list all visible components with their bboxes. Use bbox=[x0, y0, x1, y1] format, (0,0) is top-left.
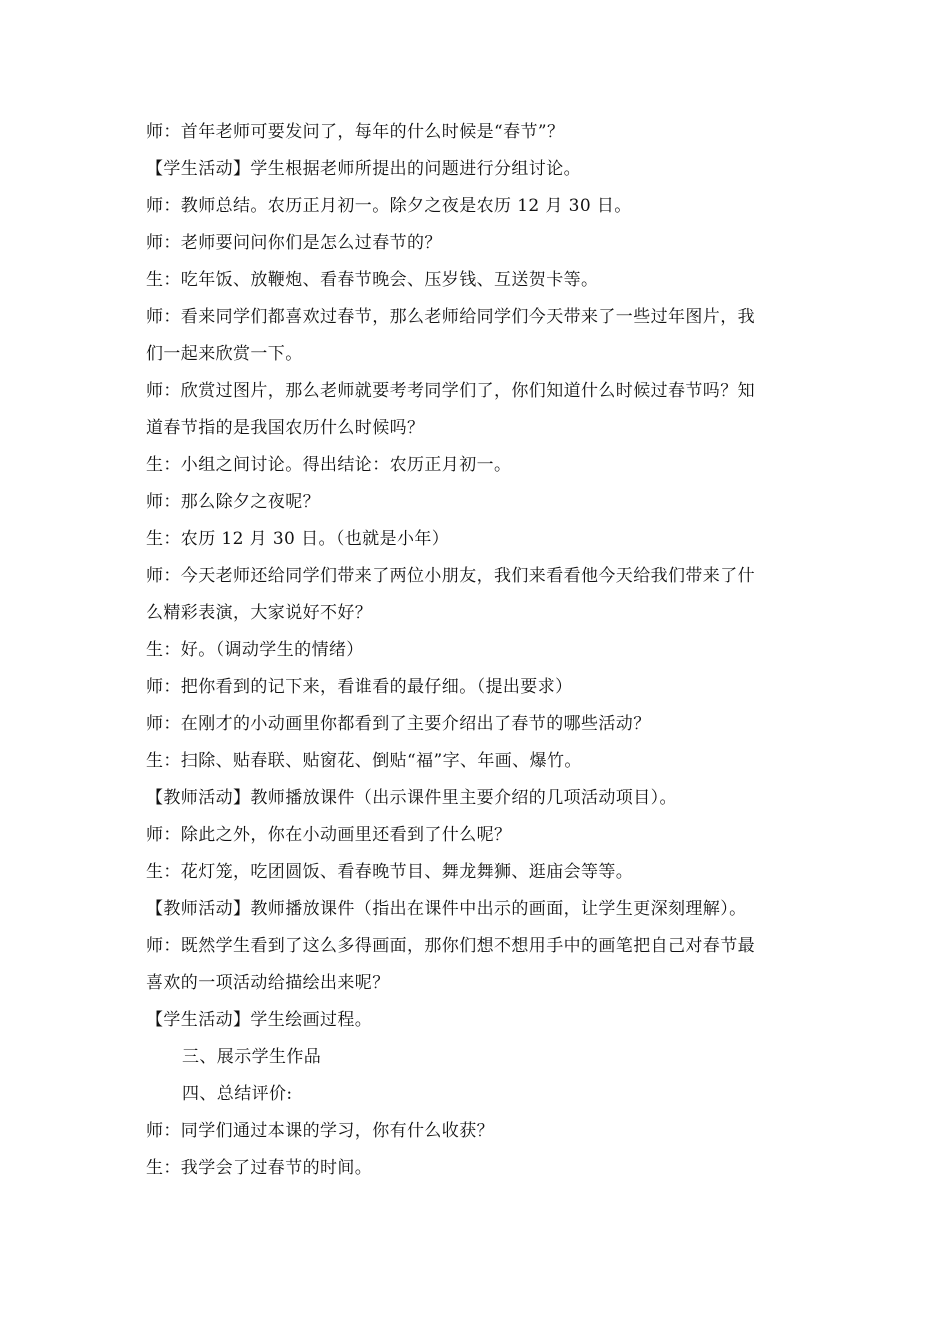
text-line: 师：在刚才的小动画里你都看到了主要介绍出了春节的哪些活动？ bbox=[146, 714, 651, 734]
text-line: 生：好。（调动学生的情绪） bbox=[146, 640, 364, 660]
text-line: 师：看来同学们都喜欢过春节，那么老师给同学们今天带来了一些过年图片，我 bbox=[146, 307, 755, 327]
text-line: 【教师活动】教师播放课件（出示课件里主要介绍的几项活动项目）。 bbox=[146, 788, 677, 808]
text-line: 【教师活动】教师播放课件（指出在课件中出示的画面，让学生更深刻理解）。 bbox=[146, 899, 747, 919]
text-line: 师：那么除夕之夜呢？ bbox=[146, 492, 320, 512]
text-line: 么精彩表演，大家说好不好？ bbox=[146, 603, 373, 623]
text-line: 师：既然学生看到了这么多得画面，那你们想不想用手中的画笔把自己对春节最 bbox=[146, 936, 755, 956]
section-heading: 四、总结评价: bbox=[182, 1084, 293, 1104]
text-line: 师：首年老师可要发问了，每年的什么时候是“春节”？ bbox=[146, 122, 565, 142]
section-heading: 三、展示学生作品 bbox=[182, 1047, 322, 1067]
document-body bbox=[146, 114, 816, 1187]
text-line: 生：花灯笼，吃团圆饭、看春晚节目、舞龙舞狮、逛庙会等等。 bbox=[146, 862, 634, 882]
text-line: 师：除此之外，你在小动画里还看到了什么呢？ bbox=[146, 825, 512, 845]
text-line: 师：欣赏过图片，那么老师就要考考同学们了，你们知道什么时候过春节吗？知 bbox=[146, 381, 755, 401]
text-line: 【学生活动】学生绘画过程。 bbox=[146, 1010, 373, 1030]
text-line: 喜欢的一项活动给描绘出来呢？ bbox=[146, 973, 390, 993]
text-line: 生：扫除、贴春联、贴窗花、倒贴“福”字、年画、爆竹。 bbox=[146, 751, 582, 771]
text-line: 生：农历 12 月 30 日。（也就是小年） bbox=[146, 529, 450, 549]
text-line: 生：吃年饭、放鞭炮、看春节晚会、压岁钱、互送贺卡等。 bbox=[146, 270, 599, 290]
text-line: 师：把你看到的记下来，看谁看的最仔细。（提出要求） bbox=[146, 677, 573, 697]
text-line: 道春节指的是我国农历什么时候吗？ bbox=[146, 418, 425, 438]
text-line: 生：我学会了过春节的时间。 bbox=[146, 1158, 373, 1178]
text-line: 们一起来欣赏一下。 bbox=[146, 344, 303, 364]
text-line: 师：今天老师还给同学们带来了两位小朋友，我们来看看他今天给我们带来了什 bbox=[146, 566, 755, 586]
text-line: 生：小组之间讨论。得出结论：农历正月初一。 bbox=[146, 455, 512, 475]
text-line: 师：同学们通过本课的学习，你有什么收获？ bbox=[146, 1121, 494, 1141]
text-line: 【学生活动】学生根据老师所提出的问题进行分组讨论。 bbox=[146, 159, 581, 179]
text-line: 师：老师要问问你们是怎么过春节的？ bbox=[146, 233, 442, 253]
text-line: 师：教师总结。农历正月初一。除夕之夜是农历 12 月 30 日。 bbox=[146, 196, 632, 216]
